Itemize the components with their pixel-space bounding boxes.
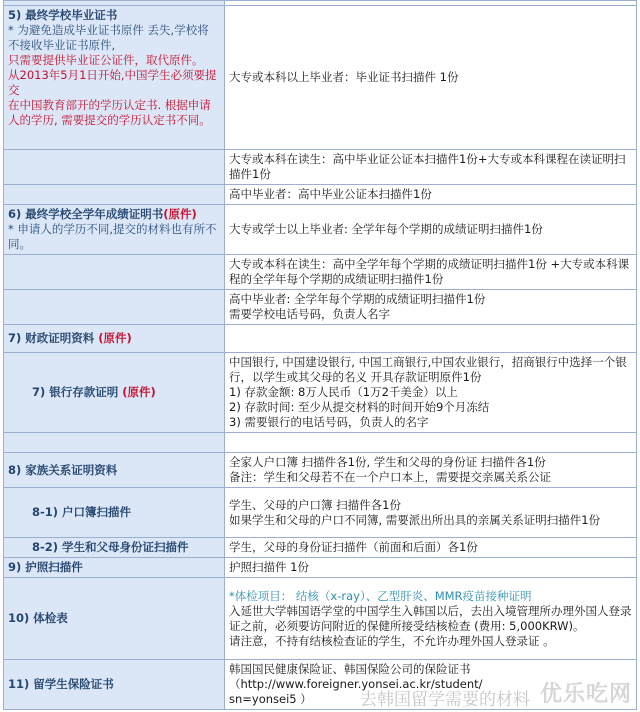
requirement-text	[225, 453, 637, 488]
requirement-text: 大专或学士以上毕业者: 全学年每个学期的成绩证明扫描件1份	[225, 205, 637, 255]
section-title: 8) 家族关系证明资料	[8, 462, 118, 477]
watermark-logo: 优乐吃网	[539, 682, 632, 707]
empty-cell	[225, 325, 637, 353]
table-row	[4, 290, 637, 325]
section-title: 6) 最终学校全学年成绩证明书(原件)	[8, 207, 197, 221]
requirement-text: 护照扫描件 1份	[225, 558, 637, 578]
requirement-line: 3) 需要银行的电话号码，负责人的名字	[229, 415, 429, 429]
requirement-line: 需要学校电话号码，负责人名字	[229, 307, 390, 321]
section-title: 5) 最终学校毕业证书	[8, 8, 118, 22]
section-title: 8-1) 户口簿扫描件	[32, 505, 132, 519]
requirement-line: sn=yonsei5 ）	[229, 692, 312, 706]
requirement-text: 大专或本科以上毕业者：毕业证书扫描件 1份	[225, 6, 637, 150]
section-note: * 为避免造成毕业证书原件 丢失,学校将不接收毕业证书原件,	[8, 23, 209, 52]
section-note-red: 在中国教育部开的学历认定书. 根据申请人的学历, 需要提交的学历认定书不同。	[8, 98, 211, 127]
requirement-line: 高中毕业者: 全学年每个学期的成绩证明扫描件1份	[229, 292, 486, 306]
row-passport	[4, 558, 225, 578]
table-row	[4, 558, 637, 578]
empty-cell	[4, 255, 225, 290]
section-title: 7) 财政证明资料	[8, 331, 99, 345]
requirement-line: 韩国国民健康保险证、韩国保险公司的保险证书	[229, 662, 471, 676]
table-row	[4, 538, 637, 558]
requirement-line: *体检项目： 结核（x-ray）、乙型肝炎、MMR疫苗接种证明	[229, 588, 532, 603]
section-note-red: 从2013年5月1日开始,中国学生必须要提交	[8, 68, 217, 97]
original-badge: (原件)	[98, 331, 132, 345]
requirement-line: 全家人户口簿 扫描件各1份, 学生和父母的身份证 扫描件各1份	[229, 455, 546, 469]
watermark-subtext: 去韩国留学需要的材料	[360, 690, 530, 710]
empty-cell	[4, 150, 225, 185]
table-row	[4, 185, 637, 205]
row-transcript	[4, 205, 225, 255]
table-row	[4, 353, 637, 433]
section-title: 8-2) 学生和父母身份证扫描件	[32, 540, 189, 554]
empty-cell	[4, 185, 225, 205]
requirement-line: 备注：学生和父母若不在一个户口本上，需要提交亲属关系公证	[229, 470, 551, 484]
requirements-table	[3, 0, 637, 710]
requirement-line: 如果学生和父母的户口不同簿, 需要派出所出具的亲属关系证明扫描件1份	[229, 512, 601, 527]
requirement-line: 请注意，不持有结核检查证的学生，不允许办理外国人登录证 。	[229, 633, 555, 648]
requirement-line: 学生、父母的户口簿 扫描件各1份	[229, 497, 401, 512]
table-row	[4, 205, 637, 255]
section-title: 11) 留学生保险证书	[8, 677, 114, 691]
requirement-text: 学生，父母的身份证扫描件（前面和后面）各1份	[225, 538, 637, 558]
section-note-red: 只需要提供毕业证公证件，取代原件。	[8, 53, 204, 67]
table-row	[4, 255, 637, 290]
original-badge: (原件)	[122, 385, 156, 399]
section-note: * 申请人的学历不同,提交的材料也有所不同。	[8, 222, 217, 251]
table-row	[4, 433, 637, 453]
empty-cell	[4, 290, 225, 325]
table-row	[4, 453, 637, 488]
row-household-register	[4, 488, 225, 538]
table-row	[4, 325, 637, 353]
requirement-line: （http://www.foreigner.yonsei.ac.kr/student/	[229, 677, 483, 691]
row-id-card	[4, 538, 225, 558]
empty-cell	[225, 433, 637, 453]
requirement-text: 高中毕业者：高中毕业公证本扫描件1份	[225, 185, 637, 205]
requirement-text	[225, 353, 637, 433]
table-row	[4, 578, 637, 660]
original-badge: (原件)	[163, 207, 197, 221]
row-family-relation	[4, 453, 225, 488]
table-row	[4, 488, 637, 538]
row-graduation-certificate	[4, 6, 225, 150]
row-bank-deposit	[4, 353, 225, 433]
requirement-text: 大专或本科在读生：高中全学年每个学期的成绩证明扫描件1份 +大专或本科课程的全学年每个学期的成绩证明扫描件1份	[225, 255, 637, 290]
requirement-text: 大专或本科在读生：高中毕业证公证本扫描件1份+大专或本科课程在读证明扫描件1份	[225, 150, 637, 185]
empty-cell	[4, 433, 225, 453]
requirement-text	[225, 488, 637, 538]
table-row	[4, 150, 637, 185]
section-title: 7) 银行存款证明	[32, 385, 123, 399]
row-financial-proof	[4, 325, 225, 353]
requirement-text	[225, 660, 637, 710]
row-insurance	[4, 660, 225, 710]
table-row	[4, 660, 637, 710]
requirement-line: 2) 存款时间: 至少从提交材料的时间开始9个月冻结	[229, 400, 490, 414]
row-medical-exam	[4, 578, 225, 660]
section-title: 10) 体检表	[8, 611, 68, 625]
requirement-line: 1) 存款金额: 8万人民币（1万2千美金）以上	[229, 385, 458, 399]
requirement-line: 中国银行, 中国建设银行, 中国工商银行,中国农业银行，招商银行中选择一个银行，以学生或其父母的名义 开具存款证明原件1份	[229, 355, 627, 384]
requirement-line: 入延世大学韩国语学堂的中国学生入韩国以后，去出入境管理所办理外国人登录证之前，必须要访问附近的保健所接受结核检查 (费用: 5,000KRW)。	[229, 603, 632, 633]
table-row	[4, 6, 637, 150]
requirement-text	[225, 290, 637, 325]
requirement-text	[225, 578, 637, 660]
section-title: 9) 护照扫描件	[8, 560, 83, 574]
